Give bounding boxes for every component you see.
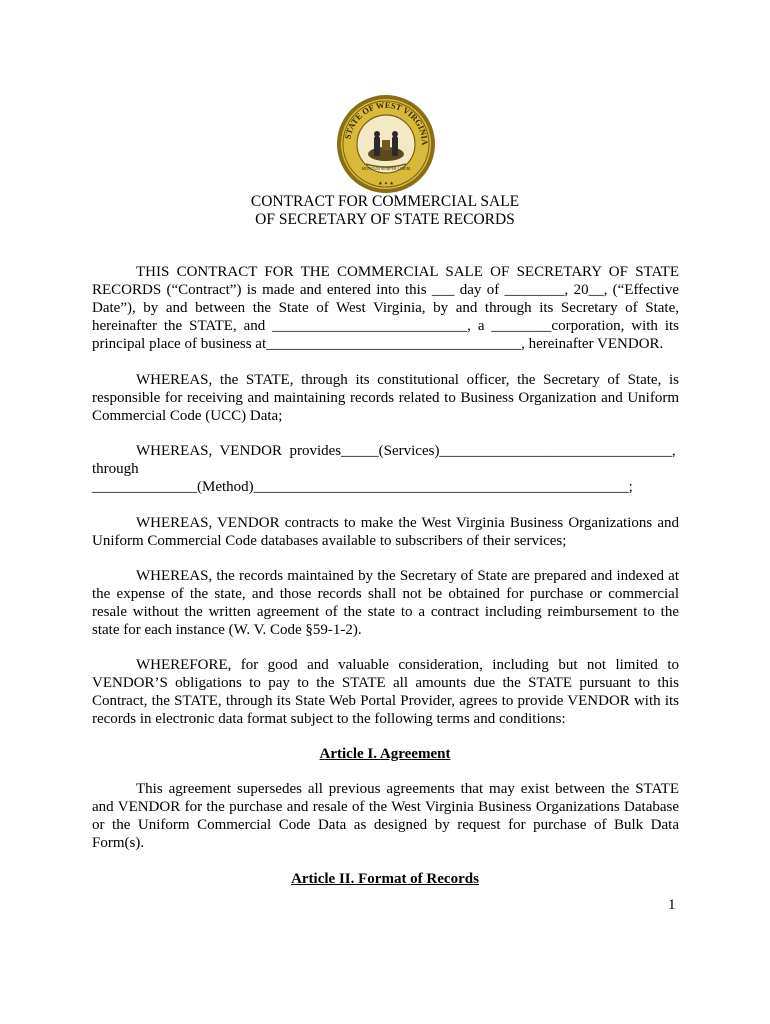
whereas-vendor-services-line: WHEREAS, VENDOR provides_____(Services)_______________________________,	[136, 443, 676, 459]
whereas-paragraph-3	[92, 514, 679, 550]
state-seal	[336, 94, 436, 194]
svg-text:★ ✦ ★: ★ ✦ ★	[378, 182, 394, 187]
article-2-heading: Article II. Format of Records	[291, 871, 479, 887]
svg-text:MONTANI SEMPER LIBERI: MONTANI SEMPER LIBERI	[361, 166, 411, 171]
whereas-paragraph-3-text: WHEREAS, VENDOR contracts to make the West Virginia Business Organizations and Uniform Commercial Code databases available to subscribers of their services;	[92, 515, 679, 549]
whereas-paragraph-1	[92, 371, 679, 425]
west-virginia-seal-icon	[336, 94, 436, 194]
agreement-paragraph	[92, 780, 679, 852]
agreement-paragraph-text: This agreement supersedes all previous agreements that may exist between the STATE and VENDOR for the purchase and resale of the West Virginia Business Organizations Database or the Uniform Commercial Code Data as designed by request for purchase of Bulk Data Form(s).	[92, 781, 679, 851]
article-1-heading: Article I. Agreement	[319, 746, 451, 762]
document-title-line2: OF SECRETARY OF STATE RECORDS	[255, 211, 515, 228]
document-title-line1: CONTRACT FOR COMMERCIAL SALE	[250, 193, 520, 210]
intro-paragraph	[92, 263, 679, 353]
whereas-through-line: through	[92, 461, 139, 477]
whereas-method-line: ______________(Method)__________________________________________________;	[92, 479, 633, 495]
wherefore-paragraph-text: WHEREFORE, for good and valuable consideration, including but not limited to VENDOR’S obligations to pay to the STATE all amounts due the STATE pursuant to this Contract, the STATE, through its State Web Portal Provider, agrees to provide VENDOR with its records in electronic data format subject to the following terms and conditions:	[92, 657, 679, 727]
svg-text:STATE OF WEST VIRGINIA: STATE OF WEST VIRGINIA	[342, 99, 431, 146]
page-number: 1	[668, 897, 676, 913]
wherefore-paragraph	[92, 656, 679, 728]
intro-paragraph-text: THIS CONTRACT FOR THE COMMERCIAL SALE OF SECRETARY OF STATE RECORDS (“Contract”) is made and entered into this ___ day of ________, 20__, (“Effective Date”), by and between the State of West Virginia, by and through its Secretary of State, hereinafter the STATE, and __________________________, a ________corporation, with its principal place of business at__________________________________, hereinafter VENDOR.	[92, 264, 679, 352]
whereas-paragraph-4	[92, 567, 679, 639]
whereas-paragraph-1-text: WHEREAS, the STATE, through its constitutional officer, the Secretary of State, is responsible for receiving and maintaining records related to Business Organization and Uniform Commercial Code (UCC) Data;	[92, 372, 679, 424]
whereas-paragraph-4-text: WHEREAS, the records maintained by the Secretary of State are prepared and indexed at the expense of the state, and those records shall not be obtained for purchase or commercial resale without the written agreement of the state to a contract including reimbursement to the state for each instance (W. V. Code §59-1-2).	[92, 568, 679, 638]
